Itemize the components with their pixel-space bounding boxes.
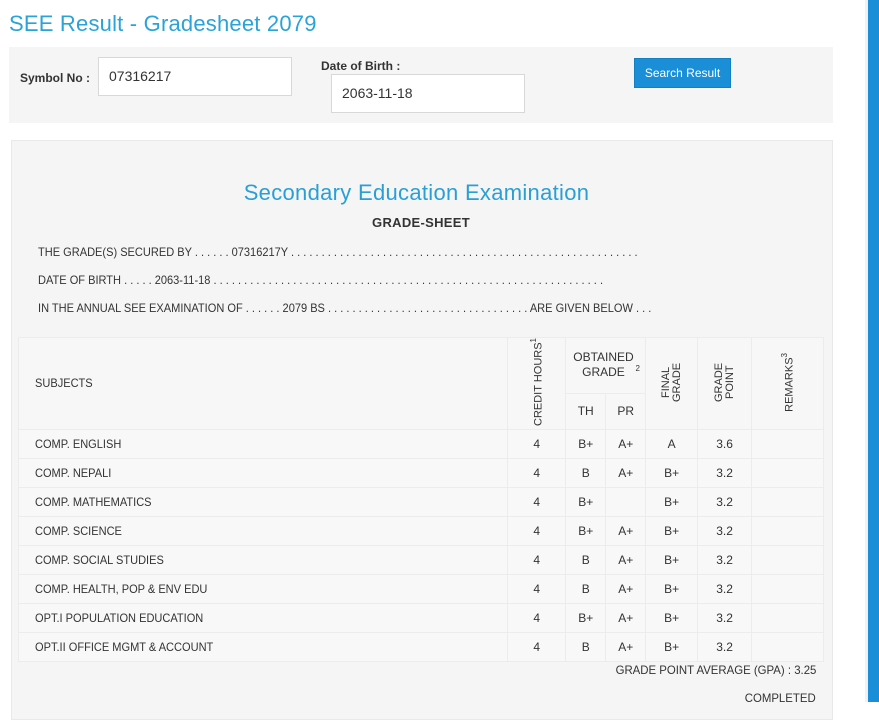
table-row [19,632,824,661]
search-panel [9,47,833,123]
pr-grade-cell: A+ [606,603,646,632]
table-row [19,545,824,574]
subjects-header: SUBJECTS [19,338,508,430]
final-grade-header: FINAL GRADE [646,338,698,430]
pr-header: PR [606,393,646,429]
grade-point-cell: 3.2 [698,603,752,632]
subject-cell: COMP. MATHEMATICS [19,487,508,516]
credit-cell: 4 [508,545,566,574]
th-grade-cell: B+ [566,487,606,516]
subject-cell: COMP. NEPALI [19,458,508,487]
pr-grade-cell: A+ [606,516,646,545]
th-grade-cell: B [566,632,606,661]
table-row [19,603,824,632]
pr-grade-cell: A+ [606,574,646,603]
symbol-label: Symbol No : [20,71,91,85]
th-grade-cell: B+ [566,603,606,632]
dob-label: Date of Birth : [321,59,401,73]
remarks-cell [752,429,824,458]
grade-point-cell: 3.2 [698,458,752,487]
grade-point-cell: 3.2 [698,487,752,516]
table-row [19,574,824,603]
gpa-text: GRADE POINT AVERAGE (GPA) : 3.25 [615,663,816,677]
page-title: SEE Result - Gradesheet 2079 [9,11,317,36]
exam-year-line: IN THE ANNUAL SEE EXAMINATION OF . . . . . . 2079 BS . . . . . . . . . . . . . . . . . . . . . . . . . . . . . . . . . ARE GIVEN BELOW . . . [38,301,652,315]
pr-grade-cell [606,487,646,516]
final-grade-cell: B+ [646,632,698,661]
sheet-title: Secondary Education Examination [243,180,590,205]
grade-point-cell: 3.2 [698,545,752,574]
sheet-subtitle: GRADE-SHEET [372,215,470,230]
credit-cell: 4 [508,487,566,516]
grade-point-cell: 3.2 [698,632,752,661]
pr-grade-cell: A+ [606,429,646,458]
final-grade-cell: B+ [646,545,698,574]
final-grade-cell: B+ [646,574,698,603]
th-grade-cell: B [566,545,606,574]
subject-cell: COMP. SCIENCE [19,516,508,545]
subject-cell: COMP. ENGLISH [19,429,508,458]
credit-hours-header: CREDIT HOURS$^1$ [508,338,566,430]
grade-point-cell: 3.6 [698,429,752,458]
grade-point-cell: 3.2 [698,574,752,603]
credit-cell: 4 [508,574,566,603]
final-grade-cell: B+ [646,516,698,545]
date-of-birth-line: DATE OF BIRTH . . . . . 2063-11-18 . . . . . . . . . . . . . . . . . . . . . . . . . . . . . . . . . . . . . . . . . . . . . . . . . . . . . . . . . . . . . . . . [38,273,604,287]
remarks-cell [752,574,824,603]
subject-cell: OPT.I POPULATION EDUCATION [19,603,508,632]
final-grade-cell: B+ [646,603,698,632]
right-edge-bar [868,0,879,702]
secured-by-line: THE GRADE(S) SECURED BY . . . . . . 07316217Y . . . . . . . . . . . . . . . . . . . . . . . . . . . . . . . . . . . . . . . . . . . . . . . . . . . . . . . . . [38,245,638,259]
grade-point-header: GRADE POINT [698,338,752,430]
result-status: COMPLETED [745,691,816,705]
pr-grade-cell: A+ [606,545,646,574]
credit-cell: 4 [508,516,566,545]
credit-cell: 4 [508,458,566,487]
remarks-cell [752,545,824,574]
grade-point-cell: 3.2 [698,516,752,545]
final-grade-cell: B+ [646,487,698,516]
credit-cell: 4 [508,603,566,632]
credit-cell: 4 [508,429,566,458]
table-row [19,516,824,545]
table-row [19,429,824,458]
remarks-header: REMARKS$^3$ [752,338,824,430]
pr-grade-cell: A+ [606,632,646,661]
th-grade-cell: B [566,458,606,487]
grades-table [18,337,824,662]
remarks-cell [752,516,824,545]
dob-input[interactable]: 2063-11-18 [331,74,525,113]
remarks-cell [752,632,824,661]
table-row [19,487,824,516]
final-grade-cell: B+ [646,458,698,487]
remarks-cell [752,603,824,632]
pr-grade-cell: A+ [606,458,646,487]
subject-cell: OPT.II OFFICE MGMT & ACCOUNT [19,632,508,661]
header-row [19,338,824,394]
th-header: TH [566,393,606,429]
subject-cell: COMP. HEALTH, POP & ENV EDU [19,574,508,603]
th-grade-cell: B+ [566,429,606,458]
subject-cell: COMP. SOCIAL STUDIES [19,545,508,574]
table-row [19,458,824,487]
th-grade-cell: B+ [566,516,606,545]
credit-cell: 4 [508,632,566,661]
remarks-cell [752,487,824,516]
symbol-input[interactable]: 07316217 [98,57,292,96]
search-result-button[interactable]: Search Result [634,58,731,88]
grade-rows [19,429,824,661]
obtained-grade-header: OBTAINED GRADE $^2$ [566,338,646,394]
th-grade-cell: B [566,574,606,603]
remarks-cell [752,458,824,487]
final-grade-cell: A [646,429,698,458]
